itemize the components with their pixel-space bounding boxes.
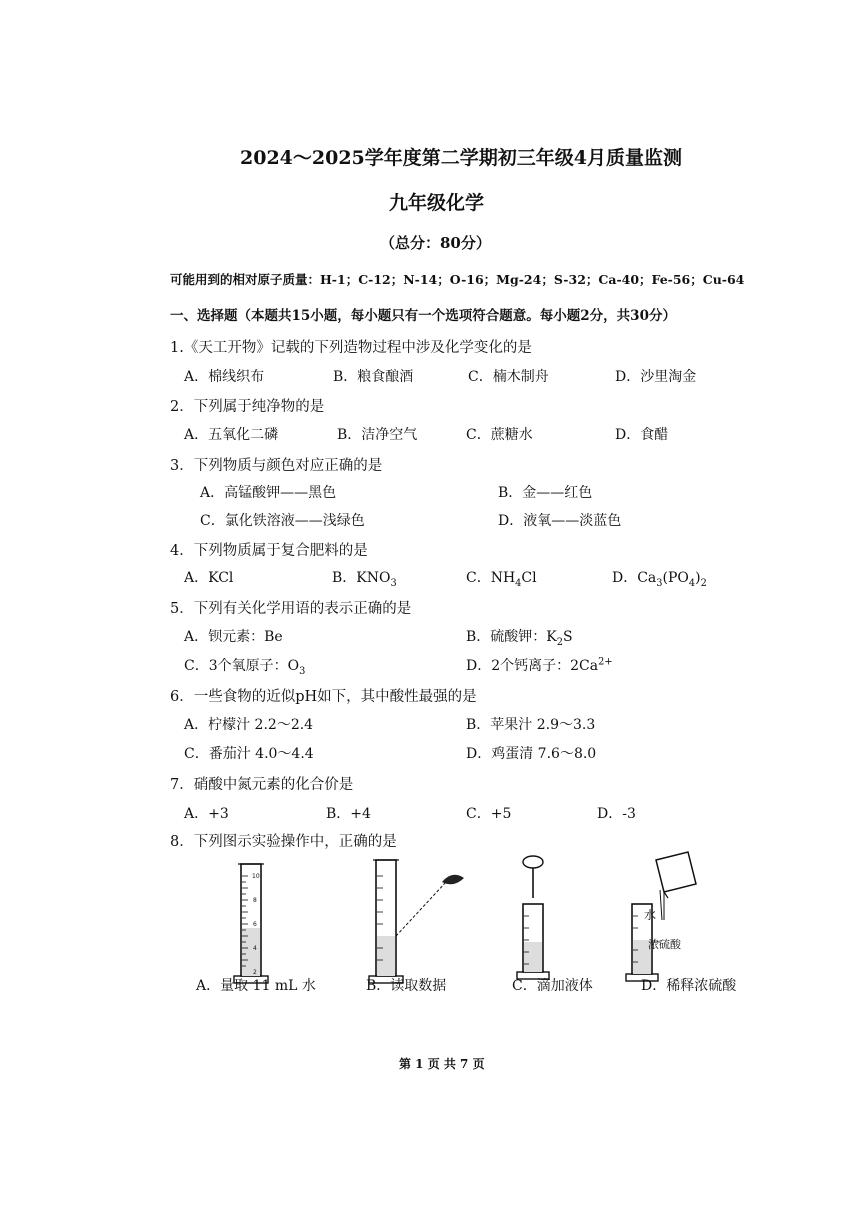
total-score: （总分：80分） xyxy=(380,234,491,252)
tick-label: 2 xyxy=(253,969,257,976)
q5-b-text: B．硫酸钾：K xyxy=(466,629,557,645)
q3-stem: 3．下列物质与颜色对应正确的是 xyxy=(170,458,383,474)
q6-option-c: C．番茄汁 4.0～4.4 xyxy=(184,746,314,762)
q8-option-b: B．读取数据 xyxy=(366,978,447,994)
q4-option-c xyxy=(466,567,537,589)
exam-subject: 九年级化学 xyxy=(389,192,485,214)
tick-label: 10 xyxy=(252,873,260,880)
figure-c-dropping xyxy=(505,852,565,984)
q4-b-text: B．KNO xyxy=(332,570,391,586)
q4-option-d xyxy=(612,567,707,589)
q2-option-d: D．食醋 xyxy=(615,427,669,443)
q3-option-d: D．液氧——淡蓝色 xyxy=(498,513,622,529)
q2-option-c: C．蔗糖水 xyxy=(466,427,533,443)
q4-d-text: D．Ca xyxy=(612,570,657,586)
q5-d-sup: 2+ xyxy=(598,656,613,668)
label-conc-acid: 浓硫酸 xyxy=(648,938,681,951)
q2-option-a: A．五氧化二磷 xyxy=(184,427,279,443)
q1-stem: 1.《天工开物》记载的下列造物过程中涉及化学变化的是 xyxy=(170,340,532,356)
q4-d-sub2: 4 xyxy=(688,577,696,589)
q8-option-a: A．量取 11 mL 水 xyxy=(196,978,316,994)
q5-option-b xyxy=(466,626,573,648)
q5-c-text: C．3个氧原子：O xyxy=(184,658,300,674)
q1-option-c: C．楠木制舟 xyxy=(468,369,549,385)
q4-c-sub: 4 xyxy=(515,577,522,589)
q3-option-b: B．金——红色 xyxy=(498,485,593,501)
q5-b-post: S xyxy=(562,629,573,645)
q7-option-d: D．-3 xyxy=(597,806,636,822)
tick-label: 6 xyxy=(253,921,257,928)
q6-option-a: A．柠檬汁 2.2～2.4 xyxy=(184,717,314,733)
atomic-masses: 可能用到的相对原子质量：H-1；C-12；N-14；O-16；Mg-24；S-32；Ca-40；Fe-56；Cu-64 xyxy=(170,272,745,287)
figure-a-cylinder xyxy=(228,858,278,990)
page-number: 第 1 页 共 7 页 xyxy=(399,1057,485,1071)
q6-stem: 6．一些食物的近似pH如下，其中酸性最强的是 xyxy=(170,689,477,705)
q3-option-a: A．高锰酸钾——黑色 xyxy=(200,485,337,501)
section-title: 一、选择题（本题共15小题，每小题只有一个选项符合题意。每小题2分，共30分） xyxy=(170,308,676,324)
exam-title: 2024～2025学年度第二学期初三年级4月质量监测 xyxy=(240,147,682,169)
tick-label: 8 xyxy=(253,897,257,904)
q4-c-post: Cl xyxy=(521,570,537,586)
q4-b-sub: 3 xyxy=(390,577,397,589)
q8-option-c: C．滴加液体 xyxy=(512,978,593,994)
q7-option-c: C．+5 xyxy=(466,806,512,822)
tick-label: 4 xyxy=(253,945,257,952)
q4-option-b xyxy=(332,567,397,589)
q8-option-d: D．稀释浓硫酸 xyxy=(641,978,737,994)
q4-stem: 4．下列物质属于复合肥料的是 xyxy=(170,543,368,559)
q5-d-text: D．2个钙离子：2Ca xyxy=(466,658,599,674)
q5-stem: 5．下列有关化学用语的表示正确的是 xyxy=(170,601,412,617)
label-water: 水 xyxy=(644,908,657,922)
q4-d-sub3: 2 xyxy=(700,577,707,589)
figure-d-diluting xyxy=(618,850,718,986)
q1-option-d: D．沙里淘金 xyxy=(615,369,697,385)
q2-stem: 2．下列属于纯净物的是 xyxy=(170,399,325,415)
q4-c-text: C．NH xyxy=(466,570,516,586)
q7-option-a: A．+3 xyxy=(184,806,229,822)
q4-option-a: A．KCl xyxy=(184,570,234,586)
q4-d-sub1: 3 xyxy=(656,577,663,589)
q8-stem: 8．下列图示实验操作中，正确的是 xyxy=(170,834,397,850)
q3-option-c: C．氯化铁溶液——浅绿色 xyxy=(200,513,365,529)
q1-option-b: B．粮食酿酒 xyxy=(333,369,414,385)
q6-option-d: D．鸡蛋清 7.6～8.0 xyxy=(466,746,597,762)
q7-stem: 7．硝酸中氮元素的化合价是 xyxy=(170,777,354,793)
q5-option-a: A．钡元素：Be xyxy=(184,629,283,645)
q5-c-sub: 3 xyxy=(299,665,306,677)
q7-option-b: B．+4 xyxy=(326,806,371,822)
q4-d-post: ) xyxy=(695,570,701,586)
q6-option-b: B．苹果汁 2.9～3.3 xyxy=(466,717,596,733)
figure-b-reading xyxy=(362,852,472,988)
q5-option-c xyxy=(184,655,305,677)
q5-option-d xyxy=(466,655,613,675)
q5-b-sub: 2 xyxy=(556,636,563,648)
q2-option-b: B．洁净空气 xyxy=(337,427,418,443)
q4-d-mid: (PO xyxy=(662,570,689,586)
q1-option-a: A．棉线织布 xyxy=(184,369,265,385)
